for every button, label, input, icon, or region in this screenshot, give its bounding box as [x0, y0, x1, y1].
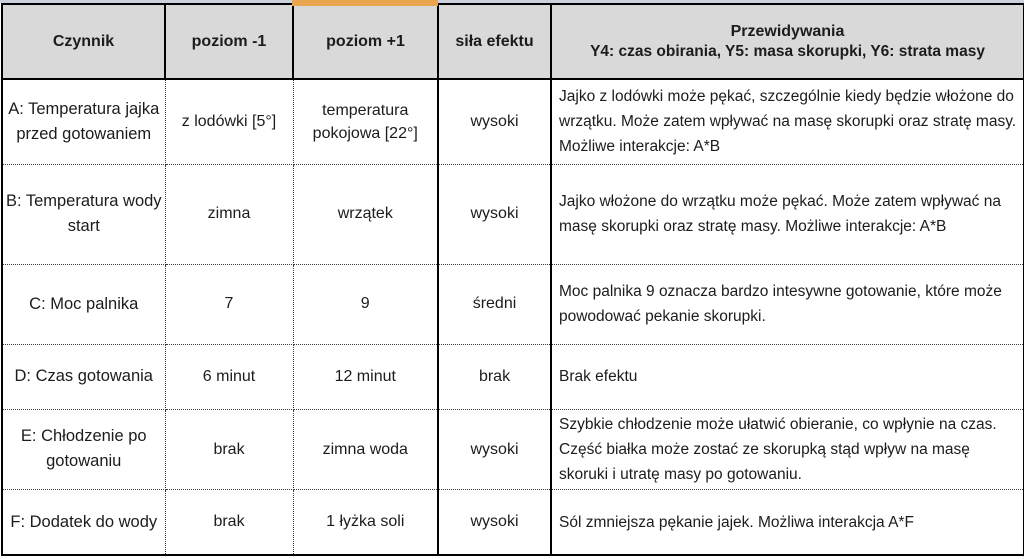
predictions-title: Przewidywania: [730, 22, 845, 40]
row-c-level-plus: 9: [293, 264, 438, 344]
experiment-factors-table: [1, 3, 1024, 556]
row-f-prediction: Sól zmniejsza pękanie jajek. Możliwa interakcja A*F: [551, 489, 1024, 555]
header-level-minus: poziom -1: [165, 4, 293, 79]
row-f-factor: F: Dodatek do wody: [2, 489, 165, 555]
row-d-effect: brak: [438, 344, 551, 409]
row-d-level-minus: 6 minut: [165, 344, 293, 409]
row-d-prediction: Brak efektu: [551, 344, 1024, 409]
row-b-effect: wysoki: [438, 164, 551, 264]
selected-column-accent-bar: [292, 0, 438, 6]
row-c-factor: C: Moc palnika: [2, 264, 165, 344]
table-row-f: [2, 489, 1024, 555]
row-e-factor: E: Chłodzenie po gotowaniu: [2, 409, 165, 489]
header-effect: siła efektu: [438, 4, 551, 79]
row-b-factor: B: Temperatura wody start: [2, 164, 165, 264]
row-a-level-minus: z lodówki [5°]: [165, 79, 293, 164]
row-a-factor: A: Temperatura jajka przed gotowaniem: [2, 79, 165, 164]
row-a-prediction: Jajko z lodówki może pękać, szczególnie kiedy będzie włożone do wrzątku. Może zatem wpływać na masę skorupki oraz stratę masy. Możliwe interakcje: A*B: [551, 79, 1024, 164]
header-row: [2, 4, 1024, 79]
row-b-prediction: Jajko włożone do wrzątku może pękać. Może zatem wpływać na masę skorupki oraz stratę masy. Możliwe interakcje: A*B: [551, 164, 1024, 264]
row-b-level-minus: zimna: [165, 164, 293, 264]
row-d-factor: D: Czas gotowania: [2, 344, 165, 409]
table-row-c: [2, 264, 1024, 344]
row-e-level-plus: zimna woda: [293, 409, 438, 489]
table-row-d: [2, 344, 1024, 409]
row-f-effect: wysoki: [438, 489, 551, 555]
row-e-prediction: Szybkie chłodzenie może ułatwić obieranie, co wpłynie na czas. Część białka może zostać ze skorupką stąd wpływ na masę skoruki i utratę masy po gotowaniu.: [551, 409, 1024, 489]
table-row-e: [2, 409, 1024, 489]
row-a-level-plus: temperatura pokojowa [22°]: [293, 79, 438, 164]
header-factor: Czynnik: [2, 4, 165, 79]
row-e-effect: wysoki: [438, 409, 551, 489]
row-f-level-plus: 1 łyżka soli: [293, 489, 438, 555]
row-b-level-plus: wrzątek: [293, 164, 438, 264]
window-edge-strip: [0, 0, 1024, 3]
predictions-subtitle: Y4: czas obirania, Y5: masa skorupki, Y6: strata masy: [590, 42, 985, 60]
table-row-a: [2, 79, 1024, 164]
row-a-effect: wysoki: [438, 79, 551, 164]
row-d-level-plus: 12 minut: [293, 344, 438, 409]
row-e-level-minus: brak: [165, 409, 293, 489]
row-f-level-minus: brak: [165, 489, 293, 555]
header-predictions: [551, 4, 1024, 79]
row-c-effect: średni: [438, 264, 551, 344]
row-c-prediction: Moc palnika 9 oznacza bardzo intesywne gotowanie, które może powodować pekanie skorupki.: [551, 264, 1024, 344]
row-c-level-minus: 7: [165, 264, 293, 344]
table-row-b: [2, 164, 1024, 264]
header-level-plus: poziom +1: [293, 4, 438, 79]
